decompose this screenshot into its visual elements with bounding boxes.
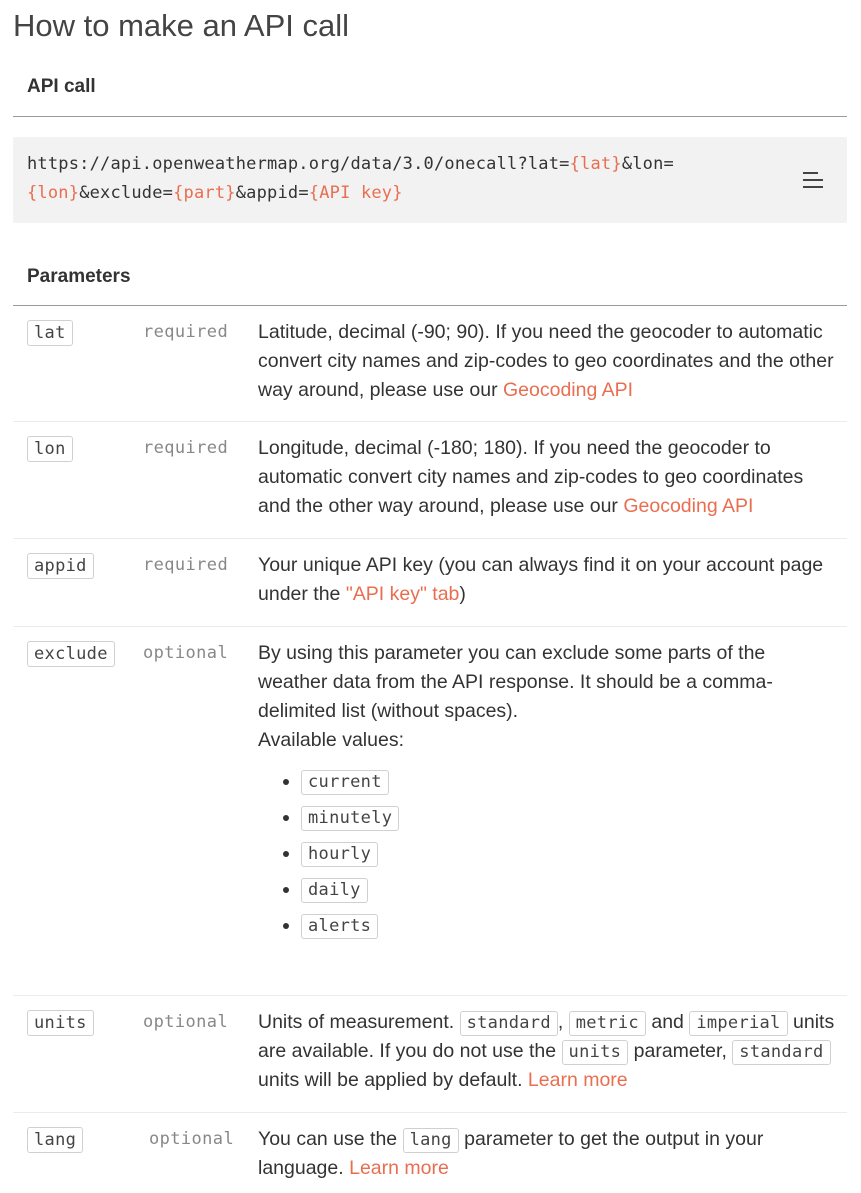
param-description [258, 639, 838, 943]
url-part: &lon= [621, 154, 674, 174]
description-text: and [645, 1011, 690, 1033]
param-name: lang [27, 1127, 83, 1153]
lon-placeholder: {lon} [27, 183, 80, 203]
lat-placeholder: {lat} [569, 154, 622, 174]
description-text: , [557, 1011, 569, 1033]
param-row-appid [13, 539, 847, 627]
list-item [301, 799, 838, 835]
value-code: daily [301, 878, 368, 903]
description-text: units will be applied by default. [258, 1069, 528, 1091]
list-item [301, 907, 838, 943]
geocoding-api-link[interactable]: Geocoding API [503, 379, 634, 401]
param-name: exclude [27, 641, 115, 667]
list-item [301, 835, 838, 871]
url-part: https://api.openweathermap.org/data/3.0/onecall?lat= [27, 154, 570, 174]
param-description [258, 1125, 838, 1183]
value-code: standard [460, 1011, 558, 1036]
param-name: lat [27, 320, 73, 346]
param-row-lat [13, 306, 847, 422]
api-call-header [13, 68, 847, 117]
parameters-heading: Parameters [27, 266, 131, 287]
param-description [258, 551, 838, 609]
part-placeholder: {part} [173, 183, 236, 203]
param-name: lon [27, 436, 73, 462]
description-text: Units of measurement. [258, 1011, 460, 1033]
param-requirement: optional [149, 1129, 235, 1149]
page-title: How to make an API call [13, 8, 349, 43]
description-text: Your unique API key (you can always find it on your account page under the [258, 554, 824, 605]
param-row-exclude [13, 627, 847, 996]
value-code: standard [732, 1040, 830, 1065]
param-requirement: required [143, 322, 229, 342]
param-requirement: required [143, 438, 229, 458]
param-name: appid [27, 553, 94, 579]
param-requirement: required [143, 555, 229, 575]
description-text: parameter, [628, 1040, 733, 1062]
description-text: ) [459, 583, 466, 605]
api-key-tab-link[interactable]: "API key" tab [345, 583, 460, 605]
available-values-list [258, 763, 838, 943]
url-part: &appid= [235, 183, 309, 203]
learn-more-link[interactable]: Learn more [349, 1157, 449, 1179]
api-url[interactable] [27, 150, 727, 208]
list-item [301, 871, 838, 907]
value-code: lang [403, 1128, 459, 1153]
url-part: &exclude= [79, 183, 174, 203]
api-call-code-block [13, 137, 847, 223]
param-row-lon [13, 422, 847, 539]
learn-more-link[interactable]: Learn more [527, 1069, 628, 1091]
list-item [301, 763, 838, 799]
geocoding-api-link[interactable]: Geocoding API [623, 495, 754, 517]
param-name: units [27, 1010, 94, 1036]
param-row-lang [13, 1113, 847, 1193]
description-text: units are available. If you do not use the [258, 1011, 835, 1062]
param-description [258, 1008, 838, 1095]
param-requirement: optional [143, 643, 229, 663]
api-call-heading: API call [27, 76, 96, 97]
param-description [258, 318, 838, 405]
value-code: imperial [689, 1011, 787, 1036]
value-code: minutely [301, 806, 399, 831]
param-description [258, 434, 838, 521]
api-key-placeholder: {API key} [308, 183, 403, 203]
param-requirement: optional [143, 1012, 229, 1032]
available-values-label: Available values: [258, 729, 404, 751]
value-code: alerts [301, 914, 378, 939]
parameters-table [13, 306, 847, 1193]
param-row-units [13, 996, 847, 1113]
description-text: Longitude, decimal (-180; 180). If you need the geocoder to automatic convert city names and zip-codes to geo coordinates and the other way around, please use our [258, 437, 804, 517]
value-code: metric [569, 1011, 646, 1036]
description-text: parameter to get the output in your language. [258, 1128, 764, 1179]
description-text: You can use the [258, 1128, 403, 1150]
value-code: hourly [301, 842, 378, 867]
description-text: By using this parameter you can exclude some parts of the weather data from the API response. It should be a comma-delimited list (without spaces). [258, 642, 773, 722]
description-text: Latitude, decimal (-90; 90). If you need the geocoder to automatic convert city names and zip-codes to geo coordinates and the other way around, please use our [258, 321, 834, 401]
parameters-header [13, 258, 847, 306]
menu-icon[interactable] [803, 169, 827, 191]
value-code: current [301, 770, 389, 795]
value-code: units [562, 1040, 629, 1065]
